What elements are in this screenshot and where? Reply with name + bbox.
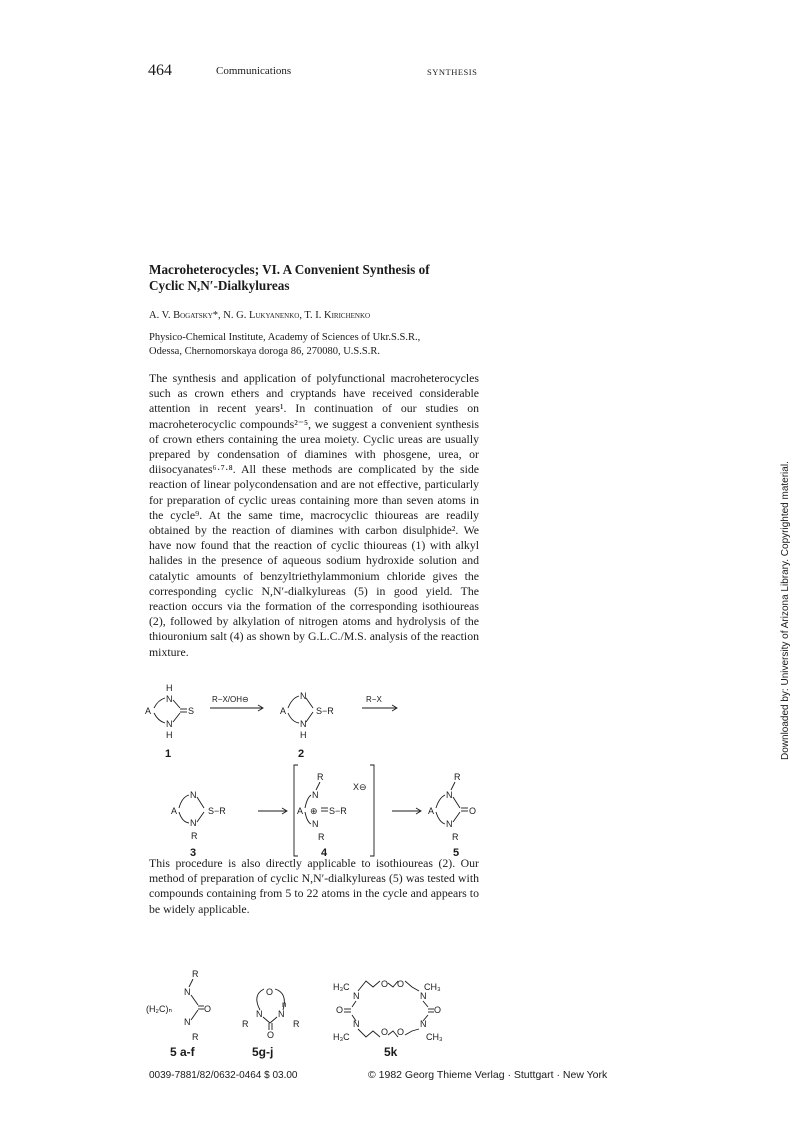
- bracket-right: [370, 765, 374, 856]
- atom-n-bottom: N: [184, 1017, 191, 1027]
- affiliation-line-2: Odessa, Chernomorskaya doroga 86, 270080, U.S.S.R.: [149, 346, 380, 357]
- bond-n-c: [191, 995, 198, 1005]
- ring-left: [257, 989, 264, 1010]
- compound-5k: [333, 979, 443, 1059]
- methyl-bottom-left: H₃C: [333, 1032, 350, 1042]
- article-title: [149, 262, 489, 294]
- atom-s-r: S−R: [208, 806, 226, 816]
- copyright-line: © 1982 Georg Thieme Verlag · Stuttgart · New York: [368, 1069, 608, 1081]
- label-2: 2: [298, 748, 305, 760]
- atom-r-right: R: [293, 1019, 300, 1029]
- chain-top: [358, 981, 419, 991]
- atom-a: A: [297, 806, 304, 816]
- atom-a: A: [171, 806, 178, 816]
- bond-n-c-top: [173, 700, 180, 708]
- label-5g-j: 5g-j: [252, 1045, 274, 1059]
- counterion: X⊖: [353, 782, 367, 792]
- atom-n-left: N: [256, 1009, 263, 1019]
- atom-n-4: N: [420, 1019, 427, 1029]
- ring-bond-lower: [436, 812, 445, 824]
- bond-n-r: [451, 782, 455, 790]
- atom-o-carbonyl: O: [267, 1030, 275, 1040]
- reagent-1: R−X/OH⊖: [212, 695, 249, 704]
- double-bond-cn: [197, 797, 204, 808]
- atom-r-top: R: [317, 772, 324, 782]
- atom-o-bottom-2: O: [397, 1027, 405, 1037]
- bond-cn: [197, 812, 204, 822]
- compound-3-structure: [171, 790, 226, 859]
- affiliation-line-1: Physico-Chemical Institute, Academy of Sciences of Ukr.S.S.R.,: [149, 332, 421, 343]
- atom-n-top: N: [184, 987, 191, 997]
- atom-a: A: [145, 706, 152, 716]
- reagent-2: R−X: [366, 695, 382, 704]
- atom-h: H: [300, 730, 307, 740]
- ring-bond-upper: [154, 698, 165, 708]
- ring-bond-lower: [179, 812, 189, 823]
- compound-5a-f: [146, 969, 211, 1059]
- atom-o-ring: O: [266, 987, 274, 997]
- atom-h-bottom: H: [166, 730, 173, 740]
- title-line-1: Macroheterocycles; VI. A Convenient Synthesis of: [149, 262, 430, 277]
- atom-s: S: [188, 706, 195, 716]
- atom-n-bottom: N: [312, 819, 319, 829]
- atom-r-bottom: R: [452, 832, 459, 842]
- atom-n-right: N: [278, 1009, 285, 1019]
- atom-o-top-2: O: [397, 979, 405, 989]
- bond-n-r: [316, 782, 320, 790]
- atom-n-top: N: [166, 694, 173, 704]
- atom-o-carbonyl-right: O: [434, 1005, 442, 1015]
- methyl-bottom-right: CH₃: [426, 1032, 443, 1042]
- atom-n-top: N: [312, 790, 319, 800]
- body-paragraph-1: [149, 371, 479, 660]
- atom-n-top: N: [446, 790, 453, 800]
- bond-n-r: [189, 979, 193, 987]
- reaction-scheme: [140, 680, 500, 859]
- atom-a: A: [280, 706, 287, 716]
- compound-5-structure: [428, 772, 476, 859]
- bond-n-c-2: [453, 812, 460, 822]
- download-watermark: Downloaded by: University of Arizona Library. Copyrighted material.: [780, 461, 791, 760]
- ring-bond-upper: [436, 795, 445, 808]
- label-1: 1: [165, 748, 172, 760]
- atom-n-bottom: N: [300, 719, 307, 729]
- compound-5g-j: [242, 987, 300, 1059]
- atom-n-bottom: N: [190, 818, 197, 828]
- compound-1-structure: [145, 683, 194, 760]
- affiliation: [149, 331, 420, 359]
- atom-n-3: N: [353, 1019, 360, 1029]
- title-line-2: Cyclic N,N′-Dialkylureas: [149, 278, 290, 293]
- atom-r-bottom: R: [318, 832, 325, 842]
- chain-bottom: [358, 1029, 419, 1037]
- atom-n-bottom: N: [446, 819, 453, 829]
- bond-n-c-right: [270, 1017, 277, 1023]
- bond-n-c-bottom: [173, 713, 180, 722]
- atom-n-2: N: [420, 991, 427, 1001]
- atom-r-top: R: [192, 969, 199, 979]
- atom-n-top: N: [190, 790, 197, 800]
- atom-n-1: N: [353, 991, 360, 1001]
- bond-n-c: [453, 797, 460, 808]
- atom-r-top: R: [454, 772, 461, 782]
- atom-r: R: [191, 831, 198, 841]
- section-name: Communications: [216, 65, 292, 77]
- journal-name: SYNTHESIS: [427, 67, 478, 77]
- atom-o: O: [469, 806, 477, 816]
- bond-n2-c: [423, 1001, 428, 1007]
- atom-h-top: H: [166, 683, 173, 693]
- label-5k: 5k: [384, 1045, 398, 1059]
- atom-o: O: [204, 1004, 212, 1014]
- paragraph-2-text: This procedure is also directly applicable to isothioureas (2). Our method of preparation of cyclic N,N′-dialkylureas (5) was tested with compounds containing from 5 to 22 atoms in the cycle and appears to be widely applicable.: [149, 856, 479, 916]
- atom-o-top-1: O: [381, 979, 389, 989]
- compound-2-structure: [280, 691, 334, 760]
- atom-n-bottom: N: [166, 719, 173, 729]
- ch2-chain: (H₂C)ₙ: [146, 1004, 173, 1014]
- label-4: 4: [321, 847, 328, 859]
- bond-n1-c: [352, 1001, 356, 1007]
- ring-bond-upper: [179, 795, 189, 808]
- label-3: 3: [190, 847, 197, 859]
- double-bond-cn: [306, 698, 313, 708]
- atom-a: A: [428, 806, 435, 816]
- ring-bond-upper: [288, 696, 299, 708]
- atom-r-left: R: [242, 1019, 249, 1029]
- ring-bond-lower: [288, 713, 299, 723]
- positive-charge: ⊕: [310, 806, 318, 816]
- atom-n-top: N: [300, 691, 307, 701]
- atom-o-bottom-1: O: [381, 1027, 389, 1037]
- ring-bond-lower: [154, 713, 165, 723]
- paragraph-1-text: The synthesis and application of polyfunctional macroheterocycles such as crown ethers and cryptands have received considerable attention in recent years¹. In continuation of our studies on macroheterocyclic compounds²⁻⁵, we suggest a convenient synthesis of crown ethers containing the urea moiety. Cyclic ureas are usually prepared by condensation of diamines with phosgene, urea, or diisocyanates⁶·⁷·⁸. All these methods are complicated by the side reaction of linear polycondensation and are not effective, particularly for preparation of cyclic ureas containing more than seven atoms in the cycle⁹. At the same time, macrocyclic thioureas are readily obtained by the reaction of diamines with carbon disulphide². We have now found that the reaction of cyclic thioureas (1) with alkyl halides in the presence of aqueous sodium hydroxide solution and catalytic amounts of benzyltriethylammonium chloride gives the corresponding cyclic N,N′-dialkylureas (5) in good yield. The reaction occurs via the formation of the corresponding isothioureas (2), followed by alkylation of nitrogen atoms and hydrolysis of the thiouronium salt (4) as shown by G.L.C./M.S. analysis of the reaction mixture.: [149, 371, 479, 659]
- article-code: 0039-7881/82/0632-0464 $ 03.00: [149, 1070, 298, 1081]
- atom-o-carbonyl-left: O: [336, 1005, 344, 1015]
- subscript-n: n: [282, 1000, 287, 1009]
- compound-4-structure: [294, 765, 374, 859]
- methyl-top-right: CH₃: [424, 982, 441, 992]
- methyl-top-left: H₃C: [333, 982, 350, 992]
- bond-cn: [306, 712, 313, 722]
- page-number: 464: [148, 62, 172, 79]
- atom-r-bottom: R: [192, 1032, 199, 1042]
- bond-n-c-left: [263, 1017, 270, 1023]
- label-5a-f: 5 a-f: [170, 1045, 195, 1059]
- atom-s-r: S−R: [329, 806, 347, 816]
- label-5: 5: [453, 847, 460, 859]
- body-paragraph-2: [149, 856, 479, 917]
- authors: A. V. Bogatsky*, N. G. Lukyanenko, T. I. Kirichenko: [149, 310, 371, 321]
- bond-n-c-2: [191, 1010, 198, 1020]
- product-structures: [140, 965, 520, 1060]
- atom-s-r: S−R: [316, 706, 334, 716]
